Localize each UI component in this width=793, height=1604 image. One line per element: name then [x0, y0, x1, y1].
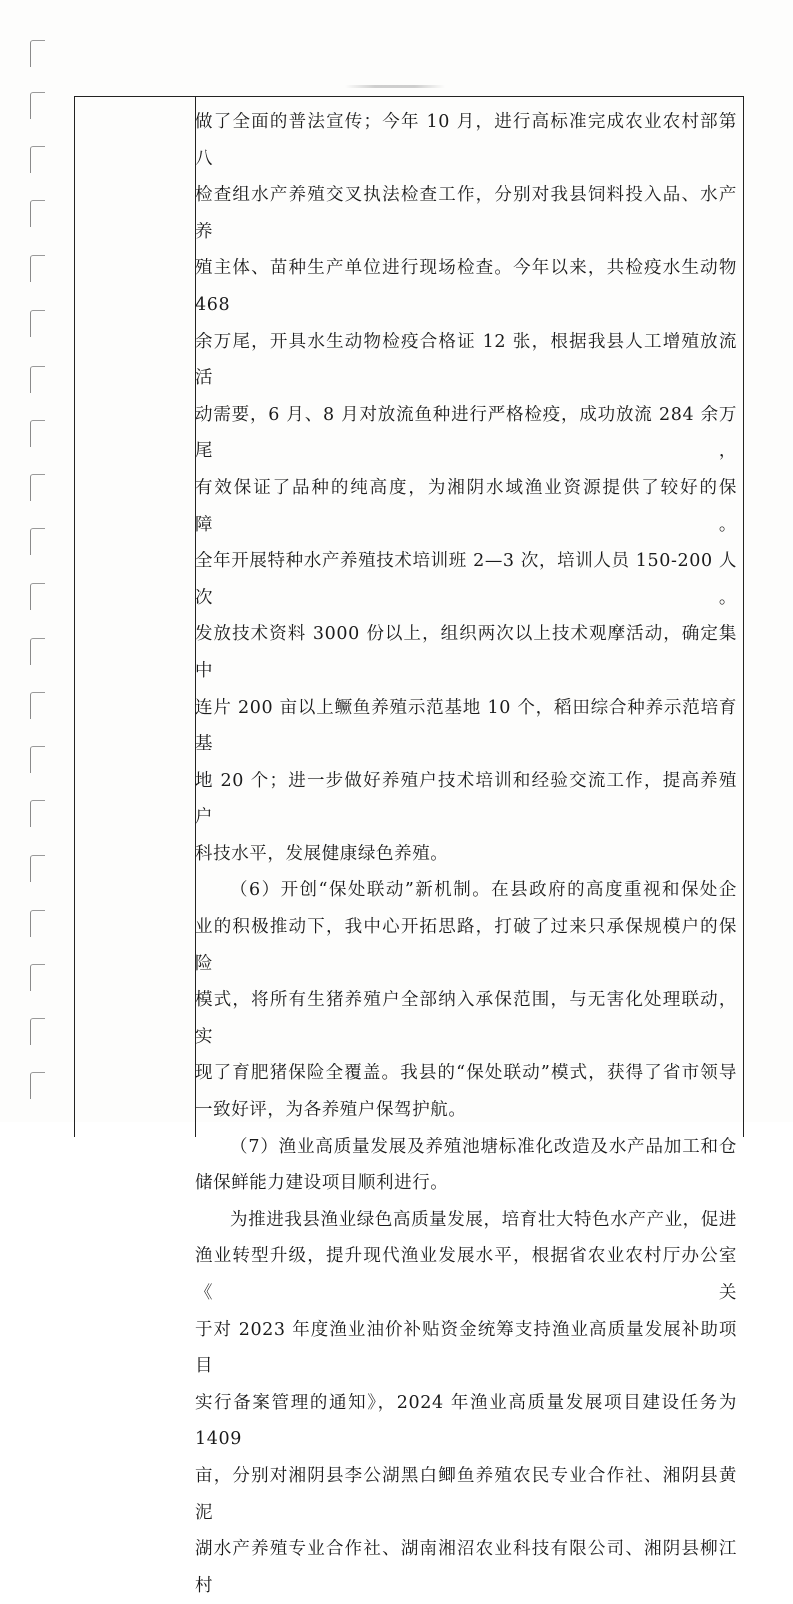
- binding-mark: [30, 910, 45, 937]
- text-line: 检查组水产养殖交叉执法检查工作，分别对我县饲料投入品、水产养: [195, 185, 737, 242]
- text-line: （6）开创“保处联动”新机制。在县政府的高度重视和保处企: [230, 880, 737, 901]
- text-line: 连片 200 亩以上鳜鱼养殖示范基地 10 个，稻田综合种养示范培育基: [195, 697, 737, 755]
- paragraph-4: [195, 1202, 737, 1604]
- text-line: 有效保证了品种的纯高度，为湘阴水域渔业资源提供了较好的保障。: [195, 477, 737, 535]
- text-line: 现了育肥猪保险全覆盖。我县的“保处联动”模式，获得了省市领导: [195, 1063, 737, 1084]
- binding-mark: [30, 310, 45, 337]
- text-line: 科技水平，发展健康绿色养殖。: [195, 843, 449, 864]
- binding-mark: [30, 92, 45, 119]
- text-line: （7）渔业高质量发展及养殖池塘标准化改造及水产品加工和仓: [230, 1136, 737, 1157]
- paragraph-2: [195, 872, 737, 1128]
- text-line: 业的积极推动下，我中心开拓思路，打破了过来只承保规模户的保险: [195, 917, 737, 974]
- paragraph-1: [195, 104, 737, 872]
- text-line: 发放技术资料 3000 份以上，组织两次以上技术观摩活动，确定集中: [195, 624, 737, 681]
- text-line: 做了全面的普法宣传；今年 10 月，进行高标准完成农业农村部第八: [195, 112, 737, 169]
- text-line: 一致好评，为各养殖户保驾护航。: [195, 1100, 467, 1121]
- text-line: 渔业转型升级，提升现代渔业发展水平，根据省农业农村厅办公室《关: [195, 1246, 737, 1303]
- binding-mark: [30, 964, 45, 991]
- text-line: 地 20 个；进一步做好养殖户技术培训和经验交流工作，提高养殖户: [195, 770, 737, 828]
- text-line: 余万尾，开具水生动物检疫合格证 12 张，根据我县人工增殖放流活: [195, 331, 737, 389]
- binding-mark: [30, 638, 45, 665]
- binding-mark: [30, 1072, 45, 1099]
- text-line: 储保鲜能力建设项目顺利进行。: [195, 1173, 449, 1194]
- binding-mark: [30, 746, 45, 773]
- text-line: 模式，将所有生猪养殖户全部纳入承保范围，与无害化处理联动，实: [195, 990, 737, 1047]
- binding-mark: [30, 146, 45, 173]
- text-line: 为推进我县渔业绿色高质量发展，培育壮大特色水产产业，促进: [230, 1209, 737, 1230]
- binding-mark: [30, 692, 45, 719]
- text-line: 湖水产养殖专业合作社、湖南湘沼农业科技有限公司、湘阴县柳江村: [195, 1539, 737, 1596]
- text-line: 于对 2023 年度渔业油价补贴资金统筹支持渔业高质量发展补助项目: [195, 1319, 737, 1377]
- binding-mark: [30, 420, 45, 447]
- binding-mark: [30, 855, 45, 882]
- text-line: 亩，分别对湘阴县李公湖黑白鲫鱼养殖农民专业合作社、湘阴县黄泥: [195, 1465, 737, 1523]
- text-line: 全年开展特种水产养殖技术培训班 2—3 次，培训人员 150-200 人次。: [195, 551, 737, 608]
- binding-mark: [30, 1018, 45, 1045]
- binding-holes: [30, 0, 50, 1122]
- binding-mark: [30, 474, 45, 501]
- binding-mark: [30, 528, 45, 555]
- binding-mark: [30, 583, 45, 610]
- text-line: 殖主体、苗种生产单位进行现场检查。今年以来，共检疫水生动物 468: [195, 258, 737, 315]
- body-text: [195, 104, 737, 1604]
- text-line: 动需要，6 月、8 月对放流鱼种进行严格检疫，成功放流 284 余万尾，: [195, 404, 737, 462]
- table-left-column: [75, 97, 196, 1137]
- binding-mark: [30, 800, 45, 827]
- binding-mark: [30, 255, 45, 282]
- header-smudge: [345, 85, 445, 88]
- binding-mark: [30, 200, 45, 227]
- binding-mark: [30, 366, 45, 393]
- text-line: 实行备案管理的通知》，2024 年渔业高质量发展项目建设任务为 1409: [195, 1392, 737, 1450]
- binding-mark: [30, 40, 45, 67]
- paragraph-3: [195, 1129, 737, 1202]
